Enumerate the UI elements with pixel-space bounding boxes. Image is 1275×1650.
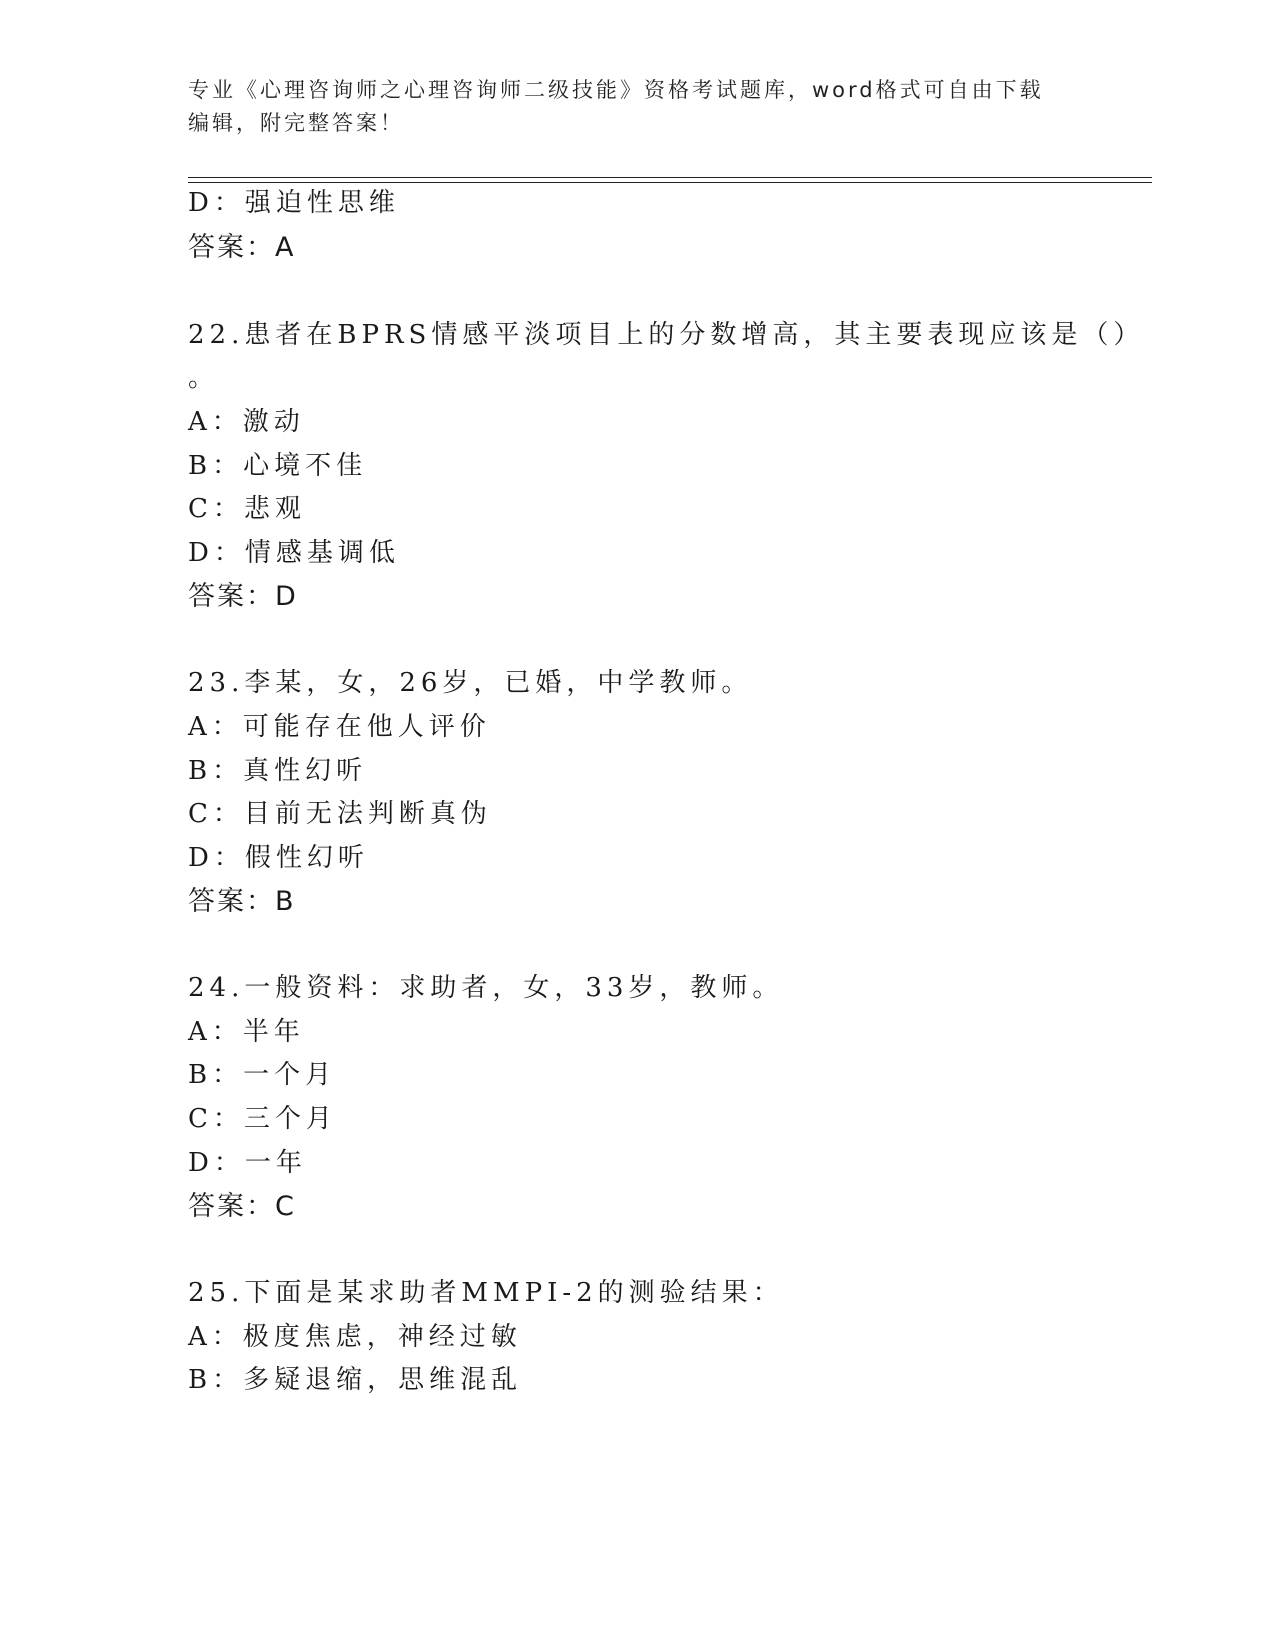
question-22-option-c: C：悲观: [188, 494, 306, 524]
question-25-option-b: B：多疑退缩，思维混乱: [188, 1365, 523, 1395]
question-22-option-b: B：心境不佳: [188, 451, 368, 481]
header-divider-top: [188, 177, 1152, 178]
question-22-option-d: D：情感基调低: [188, 538, 400, 568]
header-divider-bottom: [188, 182, 1152, 183]
question-23-stem: 23.李某，女，26岁，已婚，中学教师。: [188, 668, 753, 698]
question-22-option-a: A：激动: [188, 407, 305, 437]
answer-line: 答案：A: [188, 232, 296, 263]
question-24-option-a: A：半年: [188, 1017, 305, 1047]
question-24-option-b: B：一个月: [188, 1060, 337, 1090]
question-23-option-c: C：目前无法判断真伪: [188, 799, 492, 829]
question-23-answer: 答案：B: [188, 886, 296, 917]
question-25-option-a: A：极度焦虑，神经过敏: [188, 1322, 522, 1352]
question-23-option-a: A：可能存在他人评价: [188, 712, 491, 742]
header-line-2: 编辑，附完整答案！: [188, 111, 404, 135]
question-24-stem: 24.一般资料：求助者，女，33岁，教师。: [188, 973, 784, 1003]
question-23-option-d: D：假性幻听: [188, 843, 369, 873]
option-d: D：强迫性思维: [188, 188, 400, 218]
question-24-option-c: C：三个月: [188, 1104, 337, 1134]
document-header: [188, 74, 1068, 140]
question-24-option-d: D：一年: [188, 1148, 307, 1178]
question-23-option-b: B：真性幻听: [188, 756, 368, 786]
header-line-1: 专业《心理咨询师之心理咨询师二级技能》资格考试题库，word格式可自由下载: [188, 78, 1044, 102]
question-22-stem-cont: 。: [188, 363, 220, 393]
question-24-answer: 答案：C: [188, 1191, 296, 1222]
question-22-answer: 答案：D: [188, 581, 298, 612]
question-25-stem: 25.下面是某求助者MMPI-2的测验结果：: [188, 1278, 784, 1308]
question-22-stem: 22.患者在BPRS情感平淡项目上的分数增高，其主要表现应该是（）: [188, 320, 1145, 350]
